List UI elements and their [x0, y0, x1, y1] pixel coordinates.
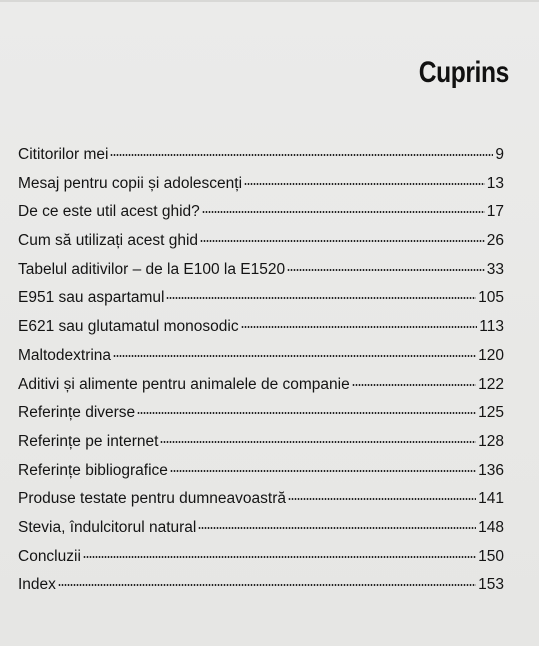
toc-entry [18, 485, 504, 514]
dot-leader [83, 556, 476, 558]
toc-entry [18, 256, 504, 285]
toc-entry-page: 122 [478, 375, 504, 393]
toc-entry-page: 113 [479, 318, 504, 336]
toc-entry [18, 571, 504, 600]
toc-entry [18, 313, 504, 342]
toc-entry [18, 342, 504, 371]
toc-entry-label: Index [18, 576, 56, 594]
dot-leader [241, 326, 478, 328]
toc-entry-label: E951 sau aspartamul [18, 289, 165, 307]
toc-entry-label: E621 sau glutamatul monosodic [18, 318, 239, 336]
toc-entry-page: 153 [478, 576, 504, 594]
toc-entry-label: Cum să utilizați acest ghid [18, 232, 199, 250]
toc-entry-page: 148 [478, 518, 504, 536]
toc-entry-label: Referințe diverse [18, 404, 136, 422]
toc-entry [18, 428, 504, 457]
toc-entry-label: Tabelul aditivilor – de la E100 la E1520 [18, 260, 286, 278]
dot-leader [288, 498, 476, 500]
dot-leader [113, 355, 476, 357]
toc-entry-page: 105 [478, 289, 504, 307]
page-title: Cuprins [418, 56, 509, 89]
toc-entry [18, 170, 504, 199]
toc-entry-page: 26 [486, 232, 504, 250]
dot-leader [202, 211, 485, 213]
table-of-contents [18, 141, 504, 600]
toc-entry [18, 371, 504, 400]
toc-entry-page: 128 [478, 432, 504, 450]
dot-leader [198, 527, 476, 529]
toc-entry-label: Stevia, îndulcitorul natural [18, 518, 197, 536]
page-top-edge [0, 0, 539, 2]
toc-entry-label: Referințe pe internet [18, 432, 159, 450]
toc-entry [18, 543, 504, 572]
toc-entry-page: 125 [478, 404, 504, 422]
toc-entry-label: Maltodextrina [18, 346, 112, 364]
toc-entry [18, 227, 504, 256]
dot-leader [200, 240, 485, 242]
dot-leader [352, 384, 476, 386]
toc-entry [18, 141, 504, 170]
toc-entry [18, 514, 504, 543]
toc-entry-label: Produse testate pentru dumneavoastră [18, 490, 286, 508]
toc-entry-label: De ce este util acest ghid? [18, 203, 200, 221]
dot-leader [110, 154, 493, 156]
dot-leader [287, 269, 485, 271]
toc-entry [18, 284, 504, 313]
toc-entry-label: Cititorilor mei [18, 146, 109, 163]
toc-entry-page: 17 [486, 203, 504, 221]
toc-entry-page: 136 [478, 461, 504, 479]
toc-entry-label: Aditivi și alimente pentru animalele de companie [18, 375, 350, 393]
toc-entry-page: 150 [478, 547, 504, 565]
toc-entry [18, 198, 504, 227]
dot-leader [137, 412, 476, 414]
dot-leader [166, 297, 476, 299]
toc-entry-page: 13 [486, 174, 504, 192]
dot-leader [170, 470, 476, 472]
toc-entry-page: 33 [486, 260, 504, 278]
toc-entry [18, 399, 504, 428]
dot-leader [244, 183, 485, 185]
toc-entry-label: Concluzii [18, 547, 81, 565]
toc-entry-page: 141 [478, 490, 504, 508]
toc-entry [18, 457, 504, 486]
toc-entry-page: 120 [478, 346, 504, 364]
dot-leader [58, 584, 476, 586]
toc-entry-label: Mesaj pentru copii și adolescenți [18, 174, 243, 192]
dot-leader [160, 441, 476, 443]
toc-entry-page: 9 [495, 146, 504, 163]
toc-entry-label: Referințe bibliografice [18, 461, 168, 479]
